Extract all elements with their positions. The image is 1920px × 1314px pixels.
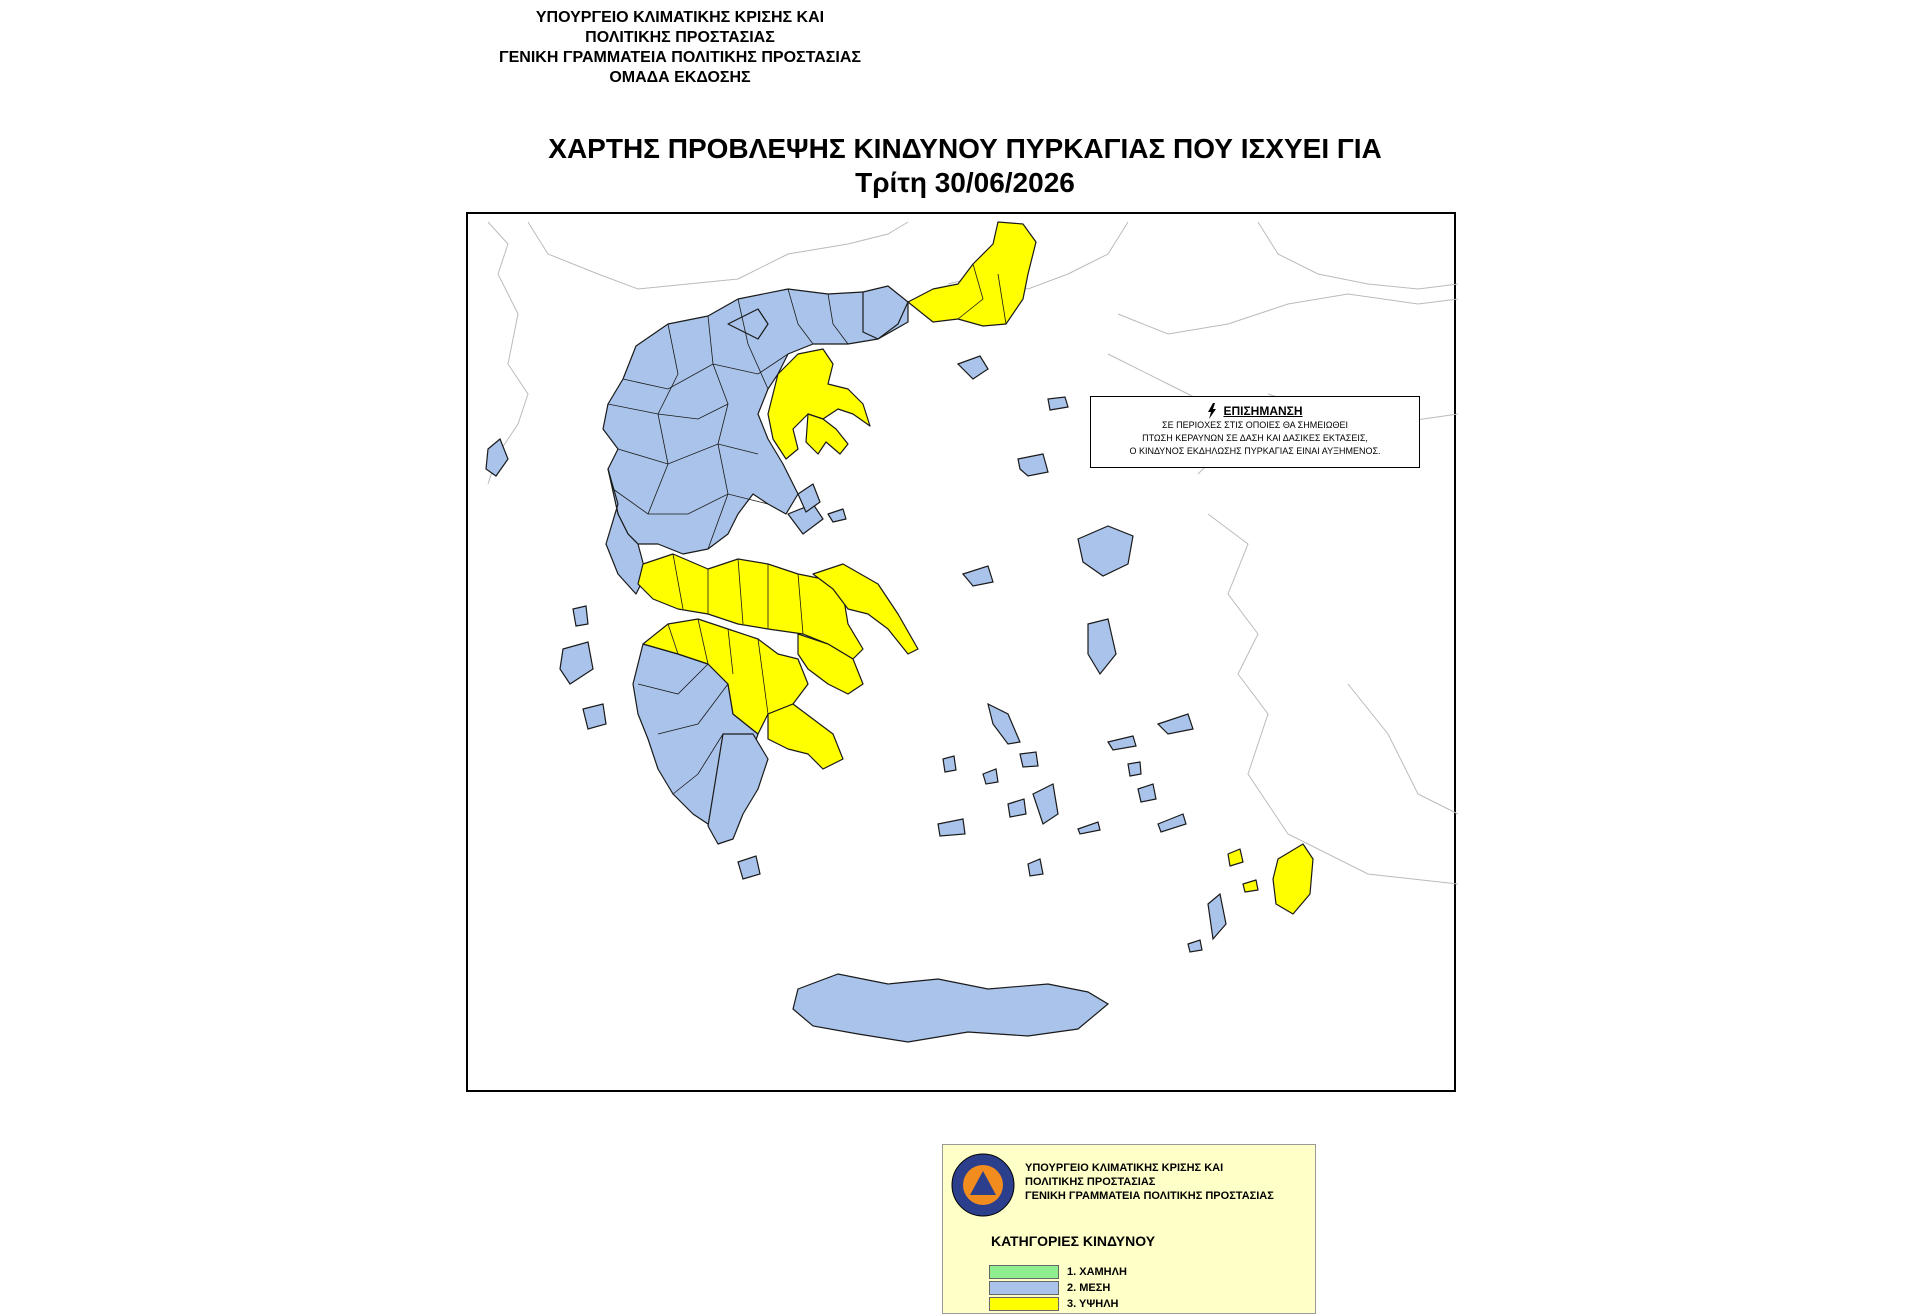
legend-org-line: ΥΠΟΥΡΓΕΙΟ ΚΛΙΜΑΤΙΚΗΣ ΚΡΙΣΗΣ ΚΑΙ [1025, 1162, 1224, 1174]
notice-line: ΣΕ ΠΕΡΙΟΧΕΣ ΣΤΙΣ ΟΠΟΙΕΣ ΘΑ ΣΗΜΕΙΩΘΕΙ [1162, 420, 1348, 430]
lesser-island-high [1228, 849, 1243, 866]
kythira-island [738, 856, 760, 879]
skopelos-island [828, 509, 846, 522]
thasos-island [958, 356, 988, 379]
legend-swatch-high [989, 1297, 1059, 1311]
zakynthos-island [583, 704, 606, 729]
symi-island [1243, 880, 1258, 892]
samothraki-island [1048, 397, 1068, 410]
crete-island [793, 974, 1108, 1042]
map-canvas [468, 214, 1458, 1094]
karpathos-island [1208, 894, 1226, 939]
lemnos-island [1018, 454, 1048, 476]
chalkidiki-peninsula [806, 414, 848, 454]
ministry-header [470, 8, 890, 88]
samos-island [1158, 714, 1193, 734]
kalymnos-island [1138, 784, 1156, 802]
lightning-notice-box [1090, 396, 1420, 468]
kos-island [1158, 814, 1186, 832]
leros-island [1128, 762, 1141, 776]
evros-region [908, 222, 1036, 326]
kythnos-island [943, 756, 956, 772]
legend-label-medium: 2. ΜΕΣΗ [1067, 1282, 1111, 1294]
lefkada-island [573, 606, 588, 626]
legend-swatch-low [989, 1265, 1059, 1279]
lightning-icon [1207, 403, 1217, 419]
legend-item-high [989, 1297, 1119, 1311]
legend-swatch-medium [989, 1281, 1059, 1295]
lesvos-island [1078, 526, 1133, 576]
pelion-peninsula [798, 484, 820, 512]
legend-box [942, 1144, 1316, 1314]
ikaria-island [1108, 736, 1136, 750]
legend-org-line: ΓΕΝΙΚΗ ΓΡΑΜΜΑΤΕΙΑ ΠΟΛΙΤΙΚΗΣ ΠΡΟΣΤΑΣΙΑΣ [1025, 1190, 1274, 1202]
notice-title: ΕΠΙΣΗΜΑΝΣΗ [1223, 404, 1303, 418]
tinos-island [1020, 752, 1038, 767]
header-line: ΠΟΛΙΤΙΚΗΣ ΠΡΟΣΤΑΣΙΑΣ [585, 29, 775, 46]
amorgos-island [1078, 822, 1100, 834]
chios-island [1088, 619, 1116, 674]
paros-island [1008, 799, 1026, 817]
header-line: ΥΠΟΥΡΓΕΙΟ ΚΛΙΜΑΤΙΚΗΣ ΚΡΙΣΗΣ ΚΑΙ [535, 9, 825, 26]
legend-item-low [989, 1265, 1127, 1279]
thrace-east-region [863, 286, 908, 339]
notice-line: Ο ΚΙΝΔΥΝΟΣ ΕΚΔΗΛΩΣΗΣ ΠΥΡΚΑΓΙΑΣ ΕΙΝΑΙ ΑΥΞΗΜΕΝΟΣ. [1129, 446, 1381, 456]
map-date: Τρίτη 30/06/2026 [855, 167, 1075, 198]
legend-ministry [1025, 1161, 1274, 1203]
fire-risk-map [466, 212, 1456, 1310]
legend-label-low: 1. ΧΑΜΗΛΗ [1067, 1266, 1127, 1278]
rhodes-island [1273, 844, 1313, 914]
santorini-island [1028, 859, 1043, 876]
header-line: ΟΜΑΔΑ ΕΚΔΟΣΗΣ [609, 69, 751, 86]
andros-island [988, 704, 1020, 744]
map-title [470, 132, 1460, 200]
syros-island [983, 769, 998, 784]
naxos-island [1033, 784, 1058, 824]
skyros-island [963, 566, 993, 586]
risk-categories-title: ΚΑΤΗΓΟΡΙΕΣ ΚΙΝΔΥΝΟΥ [991, 1233, 1156, 1249]
legend-label-high: 3. ΥΨΗΛΗ [1067, 1298, 1119, 1310]
legend-item-medium [989, 1281, 1110, 1295]
civil-protection-logo-icon [951, 1153, 1015, 1217]
map-title-line: ΧΑΡΤΗΣ ΠΡΟΒΛΕΨΗΣ ΚΙΝΔΥΝΟΥ ΠΥΡΚΑΓΙΑΣ ΠΟΥ ΙΣΧΥΕΙ ΓΙΑ [548, 133, 1382, 164]
kasos-island [1188, 940, 1202, 952]
argolida-region [768, 704, 843, 769]
legend-org-line: ΠΟΛΙΤΙΚΗΣ ΠΡΟΣΤΑΣΙΑΣ [1025, 1176, 1156, 1188]
notice-line: ΠΤΩΣΗ ΚΕΡΑΥΝΩΝ ΣΕ ΔΑΣΗ ΚΑΙ ΔΑΣΙΚΕΣ ΕΚΤΑΣΕΙΣ, [1142, 433, 1368, 443]
kefalonia-island [560, 642, 593, 684]
milos-island [938, 819, 965, 836]
header-line: ΓΕΝΙΚΗ ΓΡΑΜΜΑΤΕΙΑ ΠΟΛΙΤΙΚΗΣ ΠΡΟΣΤΑΣΙΑΣ [499, 49, 861, 66]
